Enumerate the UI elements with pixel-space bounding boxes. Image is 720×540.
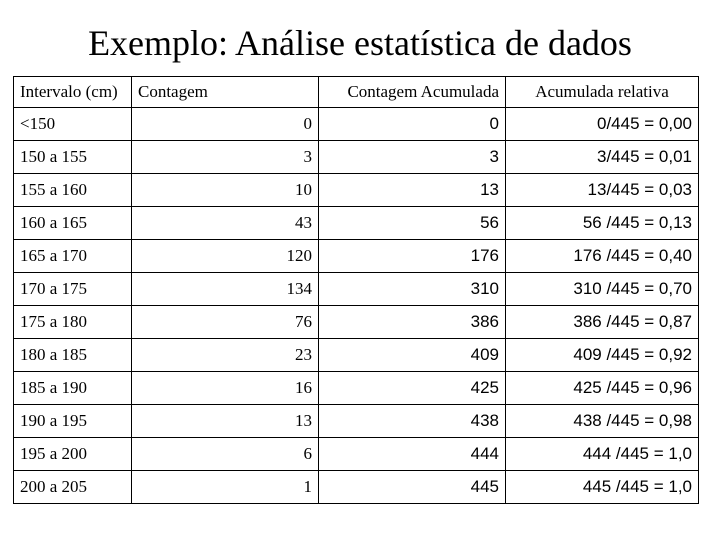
cell-contagem: 76 [132,306,319,339]
table-row [14,273,699,306]
cell-intervalo: 195 a 200 [14,438,132,471]
cell-contagem-acumulada: 3 [319,141,506,174]
cell-acumulada-relativa: 56 /445 = 0,13 [506,207,699,240]
cell-intervalo: 155 a 160 [14,174,132,207]
cell-contagem-acumulada: 176 [319,240,506,273]
cell-intervalo: 165 a 170 [14,240,132,273]
cell-contagem-acumulada: 0 [319,108,506,141]
frequency-table [13,76,699,504]
cell-contagem: 1 [132,471,319,504]
table-row [14,174,699,207]
table-row [14,141,699,174]
cell-acumulada-relativa: 409 /445 = 0,92 [506,339,699,372]
header-contagem-acumulada: Contagem Acumulada [319,77,506,108]
cell-acumulada-relativa: 425 /445 = 0,96 [506,372,699,405]
cell-acumulada-relativa: 438 /445 = 0,98 [506,405,699,438]
cell-contagem: 120 [132,240,319,273]
cell-acumulada-relativa: 0/445 = 0,00 [506,108,699,141]
table-body [14,108,699,504]
table-row [14,108,699,141]
cell-acumulada-relativa: 444 /445 = 1,0 [506,438,699,471]
cell-contagem: 23 [132,339,319,372]
cell-intervalo: 185 a 190 [14,372,132,405]
table-row [14,405,699,438]
table-row [14,339,699,372]
page-title: Exemplo: Análise estatística de dados [88,23,632,63]
cell-contagem: 0 [132,108,319,141]
cell-contagem-acumulada: 425 [319,372,506,405]
header-acumulada-relativa: Acumulada relativa [506,77,699,108]
cell-contagem: 16 [132,372,319,405]
cell-contagem-acumulada: 445 [319,471,506,504]
table-row [14,438,699,471]
cell-intervalo: 200 a 205 [14,471,132,504]
cell-acumulada-relativa: 176 /445 = 0,40 [506,240,699,273]
cell-contagem: 13 [132,405,319,438]
cell-contagem-acumulada: 13 [319,174,506,207]
header-contagem: Contagem [132,77,319,108]
cell-intervalo: <150 [14,108,132,141]
cell-acumulada-relativa: 13/445 = 0,03 [506,174,699,207]
cell-contagem-acumulada: 310 [319,273,506,306]
cell-acumulada-relativa: 445 /445 = 1,0 [506,471,699,504]
cell-contagem-acumulada: 409 [319,339,506,372]
cell-contagem: 6 [132,438,319,471]
cell-contagem: 43 [132,207,319,240]
cell-intervalo: 175 a 180 [14,306,132,339]
cell-contagem-acumulada: 444 [319,438,506,471]
table-header-row [14,77,699,108]
table-row [14,306,699,339]
cell-intervalo: 160 a 165 [14,207,132,240]
cell-contagem-acumulada: 386 [319,306,506,339]
header-intervalo: Intervalo (cm) [14,77,132,108]
cell-contagem: 3 [132,141,319,174]
cell-intervalo: 170 a 175 [14,273,132,306]
cell-contagem-acumulada: 56 [319,207,506,240]
cell-acumulada-relativa: 3/445 = 0,01 [506,141,699,174]
table-row [14,240,699,273]
cell-contagem: 10 [132,174,319,207]
table-row [14,207,699,240]
cell-contagem: 134 [132,273,319,306]
cell-contagem-acumulada: 438 [319,405,506,438]
cell-acumulada-relativa: 310 /445 = 0,70 [506,273,699,306]
table-row [14,372,699,405]
cell-intervalo: 190 a 195 [14,405,132,438]
cell-intervalo: 180 a 185 [14,339,132,372]
cell-intervalo: 150 a 155 [14,141,132,174]
cell-acumulada-relativa: 386 /445 = 0,87 [506,306,699,339]
table-row [14,471,699,504]
